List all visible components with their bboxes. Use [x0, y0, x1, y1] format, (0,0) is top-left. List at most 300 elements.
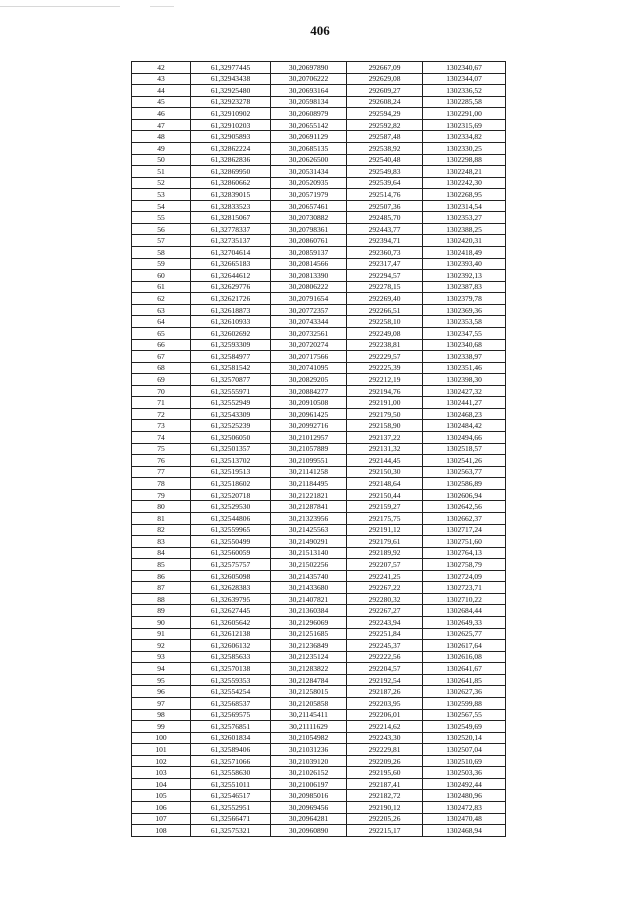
- point-number-cell: 90: [132, 617, 191, 629]
- y-coordinate-cell: 1302507,04: [423, 744, 506, 756]
- table-row: [132, 189, 506, 201]
- latitude-cell: 61,32627445: [191, 605, 271, 617]
- x-coordinate-cell: 292204,57: [347, 663, 423, 675]
- latitude-cell: 61,32519513: [191, 466, 271, 478]
- latitude-cell: 61,32923278: [191, 96, 271, 108]
- y-coordinate-cell: 1302520,14: [423, 732, 506, 744]
- longitude-cell: 30,20960890: [271, 825, 347, 837]
- point-number-cell: 73: [132, 420, 191, 432]
- latitude-cell: 61,32618873: [191, 304, 271, 316]
- point-number-cell: 77: [132, 466, 191, 478]
- x-coordinate-cell: 292394,71: [347, 235, 423, 247]
- y-coordinate-cell: 1302717,24: [423, 524, 506, 536]
- y-coordinate-cell: 1302625,77: [423, 628, 506, 640]
- x-coordinate-cell: 292207,57: [347, 559, 423, 571]
- point-number-cell: 71: [132, 397, 191, 409]
- x-coordinate-cell: 292267,22: [347, 582, 423, 594]
- latitude-cell: 61,32905893: [191, 131, 271, 143]
- latitude-cell: 61,32621726: [191, 293, 271, 305]
- latitude-cell: 61,32869950: [191, 166, 271, 178]
- point-number-cell: 48: [132, 131, 191, 143]
- point-number-cell: 56: [132, 223, 191, 235]
- longitude-cell: 30,20829205: [271, 374, 347, 386]
- x-coordinate-cell: 292182,72: [347, 790, 423, 802]
- table-row: [132, 825, 506, 837]
- longitude-cell: 30,20813390: [271, 270, 347, 282]
- y-coordinate-cell: 1302649,33: [423, 617, 506, 629]
- y-coordinate-cell: 1302470,48: [423, 813, 506, 825]
- table-row: [132, 293, 506, 305]
- table-row: [132, 501, 506, 513]
- longitude-cell: 30,21236849: [271, 640, 347, 652]
- point-number-cell: 78: [132, 478, 191, 490]
- latitude-cell: 61,32644612: [191, 270, 271, 282]
- y-coordinate-cell: 1302353,27: [423, 212, 506, 224]
- latitude-cell: 61,32665183: [191, 258, 271, 270]
- table-row: [132, 790, 506, 802]
- x-coordinate-cell: 292251,84: [347, 628, 423, 640]
- table-row: [132, 316, 506, 328]
- longitude-cell: 30,21054982: [271, 732, 347, 744]
- longitude-cell: 30,21258015: [271, 686, 347, 698]
- y-coordinate-cell: 1302627,36: [423, 686, 506, 698]
- y-coordinate-cell: 1302418,49: [423, 247, 506, 259]
- point-number-cell: 85: [132, 559, 191, 571]
- y-coordinate-cell: 1302642,56: [423, 501, 506, 513]
- longitude-cell: 30,20806222: [271, 281, 347, 293]
- table-row: [132, 281, 506, 293]
- latitude-cell: 61,32571066: [191, 755, 271, 767]
- point-number-cell: 66: [132, 339, 191, 351]
- table-row: [132, 455, 506, 467]
- table-row: [132, 512, 506, 524]
- y-coordinate-cell: 1302340,67: [423, 62, 506, 74]
- x-coordinate-cell: 292238,81: [347, 339, 423, 351]
- point-number-cell: 45: [132, 96, 191, 108]
- table-row: [132, 651, 506, 663]
- y-coordinate-cell: 1302472,83: [423, 802, 506, 814]
- point-number-cell: 105: [132, 790, 191, 802]
- latitude-cell: 61,32550499: [191, 536, 271, 548]
- longitude-cell: 30,20985016: [271, 790, 347, 802]
- x-coordinate-cell: 292205,26: [347, 813, 423, 825]
- table-row: [132, 131, 506, 143]
- longitude-cell: 30,20791654: [271, 293, 347, 305]
- point-number-cell: 98: [132, 709, 191, 721]
- y-coordinate-cell: 1302393,40: [423, 258, 506, 270]
- latitude-cell: 61,32602692: [191, 327, 271, 339]
- latitude-cell: 61,32815067: [191, 212, 271, 224]
- y-coordinate-cell: 1302492,44: [423, 778, 506, 790]
- point-number-cell: 102: [132, 755, 191, 767]
- y-coordinate-cell: 1302480,96: [423, 790, 506, 802]
- longitude-cell: 30,21407821: [271, 593, 347, 605]
- point-number-cell: 103: [132, 767, 191, 779]
- latitude-cell: 61,32628383: [191, 582, 271, 594]
- table-row: [132, 385, 506, 397]
- longitude-cell: 30,20720274: [271, 339, 347, 351]
- latitude-cell: 61,32639795: [191, 593, 271, 605]
- x-coordinate-cell: 292137,22: [347, 432, 423, 444]
- latitude-cell: 61,32554254: [191, 686, 271, 698]
- point-number-cell: 55: [132, 212, 191, 224]
- table-row: [132, 547, 506, 559]
- point-number-cell: 107: [132, 813, 191, 825]
- y-coordinate-cell: 1302242,30: [423, 177, 506, 189]
- longitude-cell: 30,20626500: [271, 154, 347, 166]
- x-coordinate-cell: 292206,01: [347, 709, 423, 721]
- longitude-cell: 30,21221821: [271, 489, 347, 501]
- y-coordinate-cell: 1302468,23: [423, 408, 506, 420]
- x-coordinate-cell: 292594,29: [347, 108, 423, 120]
- point-number-cell: 82: [132, 524, 191, 536]
- longitude-cell: 30,21057889: [271, 443, 347, 455]
- x-coordinate-cell: 292192,54: [347, 674, 423, 686]
- latitude-cell: 61,32569575: [191, 709, 271, 721]
- table-row: [132, 559, 506, 571]
- table-row: [132, 408, 506, 420]
- x-coordinate-cell: 292243,94: [347, 617, 423, 629]
- y-coordinate-cell: 1302503,36: [423, 767, 506, 779]
- y-coordinate-cell: 1302291,00: [423, 108, 506, 120]
- point-number-cell: 94: [132, 663, 191, 675]
- x-coordinate-cell: 292159,27: [347, 501, 423, 513]
- point-number-cell: 87: [132, 582, 191, 594]
- latitude-cell: 61,32585633: [191, 651, 271, 663]
- y-coordinate-cell: 1302710,22: [423, 593, 506, 605]
- table-row: [132, 362, 506, 374]
- y-coordinate-cell: 1302641,67: [423, 663, 506, 675]
- x-coordinate-cell: 292191,00: [347, 397, 423, 409]
- latitude-cell: 61,32568537: [191, 697, 271, 709]
- point-number-cell: 54: [132, 200, 191, 212]
- longitude-cell: 30,20697890: [271, 62, 347, 74]
- latitude-cell: 61,32551011: [191, 778, 271, 790]
- table-row: [132, 489, 506, 501]
- table-row: [132, 674, 506, 686]
- y-coordinate-cell: 1302484,42: [423, 420, 506, 432]
- table-row: [132, 524, 506, 536]
- point-number-cell: 61: [132, 281, 191, 293]
- longitude-cell: 30,20772357: [271, 304, 347, 316]
- longitude-cell: 30,20598134: [271, 96, 347, 108]
- x-coordinate-cell: 292203,95: [347, 697, 423, 709]
- longitude-cell: 30,21323956: [271, 512, 347, 524]
- longitude-cell: 30,20657461: [271, 200, 347, 212]
- table-row: [132, 304, 506, 316]
- table-row: [132, 235, 506, 247]
- latitude-cell: 61,32576851: [191, 721, 271, 733]
- longitude-cell: 30,21360384: [271, 605, 347, 617]
- x-coordinate-cell: 292212,19: [347, 374, 423, 386]
- point-number-cell: 63: [132, 304, 191, 316]
- y-coordinate-cell: 1302599,88: [423, 697, 506, 709]
- longitude-cell: 30,20717566: [271, 351, 347, 363]
- longitude-cell: 30,20571979: [271, 189, 347, 201]
- latitude-cell: 61,32943438: [191, 73, 271, 85]
- table-row: [132, 570, 506, 582]
- y-coordinate-cell: 1302388,25: [423, 223, 506, 235]
- point-number-cell: 92: [132, 640, 191, 652]
- table-row: [132, 397, 506, 409]
- x-coordinate-cell: 292245,37: [347, 640, 423, 652]
- x-coordinate-cell: 292131,32: [347, 443, 423, 455]
- longitude-cell: 30,21039120: [271, 755, 347, 767]
- x-coordinate-cell: 292225,39: [347, 362, 423, 374]
- y-coordinate-cell: 1302758,79: [423, 559, 506, 571]
- point-number-cell: 100: [132, 732, 191, 744]
- page-number: 406: [310, 23, 330, 38]
- x-coordinate-cell: 292514,76: [347, 189, 423, 201]
- longitude-cell: 30,21435740: [271, 570, 347, 582]
- longitude-cell: 30,20860761: [271, 235, 347, 247]
- longitude-cell: 30,21026152: [271, 767, 347, 779]
- longitude-cell: 30,21513140: [271, 547, 347, 559]
- latitude-cell: 61,32601834: [191, 732, 271, 744]
- point-number-cell: 75: [132, 443, 191, 455]
- x-coordinate-cell: 292191,12: [347, 524, 423, 536]
- table-row: [132, 62, 506, 74]
- x-coordinate-cell: 292360,73: [347, 247, 423, 259]
- latitude-cell: 61,32555971: [191, 385, 271, 397]
- latitude-cell: 61,32559965: [191, 524, 271, 536]
- longitude-cell: 30,20961425: [271, 408, 347, 420]
- table-row: [132, 536, 506, 548]
- table-row: [132, 258, 506, 270]
- y-coordinate-cell: 1302353,58: [423, 316, 506, 328]
- latitude-cell: 61,32910203: [191, 119, 271, 131]
- y-coordinate-cell: 1302764,13: [423, 547, 506, 559]
- x-coordinate-cell: 292269,40: [347, 293, 423, 305]
- y-coordinate-cell: 1302298,88: [423, 154, 506, 166]
- latitude-cell: 61,32581542: [191, 362, 271, 374]
- y-coordinate-cell: 1302441,27: [423, 397, 506, 409]
- x-coordinate-cell: 292507,36: [347, 200, 423, 212]
- table-row: [132, 327, 506, 339]
- y-coordinate-cell: 1302617,64: [423, 640, 506, 652]
- y-coordinate-cell: 1302616,08: [423, 651, 506, 663]
- table-row: [132, 605, 506, 617]
- x-coordinate-cell: 292608,24: [347, 96, 423, 108]
- latitude-cell: 61,32570877: [191, 374, 271, 386]
- x-coordinate-cell: 292187,26: [347, 686, 423, 698]
- y-coordinate-cell: 1302549,69: [423, 721, 506, 733]
- y-coordinate-cell: 1302684,44: [423, 605, 506, 617]
- table-row: [132, 177, 506, 189]
- table-row: [132, 339, 506, 351]
- y-coordinate-cell: 1302420,31: [423, 235, 506, 247]
- x-coordinate-cell: 292278,15: [347, 281, 423, 293]
- longitude-cell: 30,20798361: [271, 223, 347, 235]
- point-number-cell: 46: [132, 108, 191, 120]
- y-coordinate-cell: 1302387,83: [423, 281, 506, 293]
- scan-artifact-line: [0, 6, 120, 7]
- x-coordinate-cell: 292179,50: [347, 408, 423, 420]
- table-row: [132, 721, 506, 733]
- table-row: [132, 432, 506, 444]
- point-number-cell: 88: [132, 593, 191, 605]
- point-number-cell: 47: [132, 119, 191, 131]
- x-coordinate-cell: 292229,81: [347, 744, 423, 756]
- latitude-cell: 61,32910902: [191, 108, 271, 120]
- x-coordinate-cell: 292540,48: [347, 154, 423, 166]
- scan-artifact-dash: [150, 6, 174, 7]
- latitude-cell: 61,32558630: [191, 767, 271, 779]
- table-row: [132, 802, 506, 814]
- y-coordinate-cell: 1302518,57: [423, 443, 506, 455]
- table-row: [132, 813, 506, 825]
- table-row: [132, 443, 506, 455]
- coordinates-table-body: [132, 62, 506, 837]
- x-coordinate-cell: 292241,25: [347, 570, 423, 582]
- latitude-cell: 61,32925480: [191, 85, 271, 97]
- latitude-cell: 61,32862224: [191, 142, 271, 154]
- latitude-cell: 61,32546517: [191, 790, 271, 802]
- y-coordinate-cell: 1302347,55: [423, 327, 506, 339]
- table-row: [132, 200, 506, 212]
- table-row: [132, 640, 506, 652]
- latitude-cell: 61,32860662: [191, 177, 271, 189]
- point-number-cell: 81: [132, 512, 191, 524]
- latitude-cell: 61,32559353: [191, 674, 271, 686]
- latitude-cell: 61,32520718: [191, 489, 271, 501]
- point-number-cell: 59: [132, 258, 191, 270]
- latitude-cell: 61,32560059: [191, 547, 271, 559]
- latitude-cell: 61,32566471: [191, 813, 271, 825]
- y-coordinate-cell: 1302606,94: [423, 489, 506, 501]
- latitude-cell: 61,32610933: [191, 316, 271, 328]
- x-coordinate-cell: 292150,30: [347, 466, 423, 478]
- point-number-cell: 67: [132, 351, 191, 363]
- y-coordinate-cell: 1302724,09: [423, 570, 506, 582]
- longitude-cell: 30,20693164: [271, 85, 347, 97]
- point-number-cell: 52: [132, 177, 191, 189]
- table-row: [132, 142, 506, 154]
- y-coordinate-cell: 1302751,60: [423, 536, 506, 548]
- y-coordinate-cell: 1302351,46: [423, 362, 506, 374]
- point-number-cell: 80: [132, 501, 191, 513]
- x-coordinate-cell: 292538,92: [347, 142, 423, 154]
- latitude-cell: 61,32518602: [191, 478, 271, 490]
- point-number-cell: 65: [132, 327, 191, 339]
- y-coordinate-cell: 1302641,85: [423, 674, 506, 686]
- longitude-cell: 30,20706222: [271, 73, 347, 85]
- x-coordinate-cell: 292209,26: [347, 755, 423, 767]
- y-coordinate-cell: 1302563,77: [423, 466, 506, 478]
- x-coordinate-cell: 292258,10: [347, 316, 423, 328]
- y-coordinate-cell: 1302494,66: [423, 432, 506, 444]
- table-row: [132, 744, 506, 756]
- table-row: [132, 697, 506, 709]
- point-number-cell: 50: [132, 154, 191, 166]
- point-number-cell: 83: [132, 536, 191, 548]
- y-coordinate-cell: 1302330,25: [423, 142, 506, 154]
- latitude-cell: 61,32570138: [191, 663, 271, 675]
- point-number-cell: 76: [132, 455, 191, 467]
- longitude-cell: 30,21433680: [271, 582, 347, 594]
- longitude-cell: 30,21006197: [271, 778, 347, 790]
- y-coordinate-cell: 1302586,89: [423, 478, 506, 490]
- latitude-cell: 61,32629776: [191, 281, 271, 293]
- point-number-cell: 86: [132, 570, 191, 582]
- table-row: [132, 732, 506, 744]
- latitude-cell: 61,32543309: [191, 408, 271, 420]
- point-number-cell: 44: [132, 85, 191, 97]
- point-number-cell: 43: [132, 73, 191, 85]
- point-number-cell: 42: [132, 62, 191, 74]
- table-row: [132, 223, 506, 235]
- y-coordinate-cell: 1302392,13: [423, 270, 506, 282]
- longitude-cell: 30,20655142: [271, 119, 347, 131]
- x-coordinate-cell: 292549,83: [347, 166, 423, 178]
- table-row: [132, 778, 506, 790]
- latitude-cell: 61,32575321: [191, 825, 271, 837]
- point-number-cell: 51: [132, 166, 191, 178]
- y-coordinate-cell: 1302334,82: [423, 131, 506, 143]
- latitude-cell: 61,32584977: [191, 351, 271, 363]
- table-row: [132, 154, 506, 166]
- point-number-cell: 104: [132, 778, 191, 790]
- longitude-cell: 30,21425563: [271, 524, 347, 536]
- x-coordinate-cell: 292189,92: [347, 547, 423, 559]
- table-row: [132, 686, 506, 698]
- x-coordinate-cell: 292175,75: [347, 512, 423, 524]
- table-row: [132, 767, 506, 779]
- point-number-cell: 99: [132, 721, 191, 733]
- x-coordinate-cell: 292592,82: [347, 119, 423, 131]
- table-row: [132, 755, 506, 767]
- y-coordinate-cell: 1302468,94: [423, 825, 506, 837]
- x-coordinate-cell: 292267,27: [347, 605, 423, 617]
- latitude-cell: 61,32513702: [191, 455, 271, 467]
- y-coordinate-cell: 1302379,78: [423, 293, 506, 305]
- x-coordinate-cell: 292294,57: [347, 270, 423, 282]
- longitude-cell: 30,20685135: [271, 142, 347, 154]
- latitude-cell: 61,32593309: [191, 339, 271, 351]
- table-row: [132, 420, 506, 432]
- latitude-cell: 61,32605098: [191, 570, 271, 582]
- point-number-cell: 69: [132, 374, 191, 386]
- y-coordinate-cell: 1302285,58: [423, 96, 506, 108]
- x-coordinate-cell: 292609,27: [347, 85, 423, 97]
- longitude-cell: 30,20730882: [271, 212, 347, 224]
- point-number-cell: 60: [132, 270, 191, 282]
- y-coordinate-cell: 1302268,95: [423, 189, 506, 201]
- table-row: [132, 212, 506, 224]
- latitude-cell: 61,32529530: [191, 501, 271, 513]
- table-row: [132, 478, 506, 490]
- y-coordinate-cell: 1302662,37: [423, 512, 506, 524]
- longitude-cell: 30,20859137: [271, 247, 347, 259]
- longitude-cell: 30,21287841: [271, 501, 347, 513]
- y-coordinate-cell: 1302567,55: [423, 709, 506, 721]
- y-coordinate-cell: 1302510,69: [423, 755, 506, 767]
- y-coordinate-cell: 1302248,21: [423, 166, 506, 178]
- table-row: [132, 73, 506, 85]
- x-coordinate-cell: 292539,64: [347, 177, 423, 189]
- latitude-cell: 61,32977445: [191, 62, 271, 74]
- table-row: [132, 466, 506, 478]
- table-row: [132, 374, 506, 386]
- latitude-cell: 61,32589406: [191, 744, 271, 756]
- table-row: [132, 270, 506, 282]
- longitude-cell: 30,21235124: [271, 651, 347, 663]
- longitude-cell: 30,21283822: [271, 663, 347, 675]
- x-coordinate-cell: 292266,51: [347, 304, 423, 316]
- latitude-cell: 61,32544806: [191, 512, 271, 524]
- y-coordinate-cell: 1302314,54: [423, 200, 506, 212]
- x-coordinate-cell: 292194,76: [347, 385, 423, 397]
